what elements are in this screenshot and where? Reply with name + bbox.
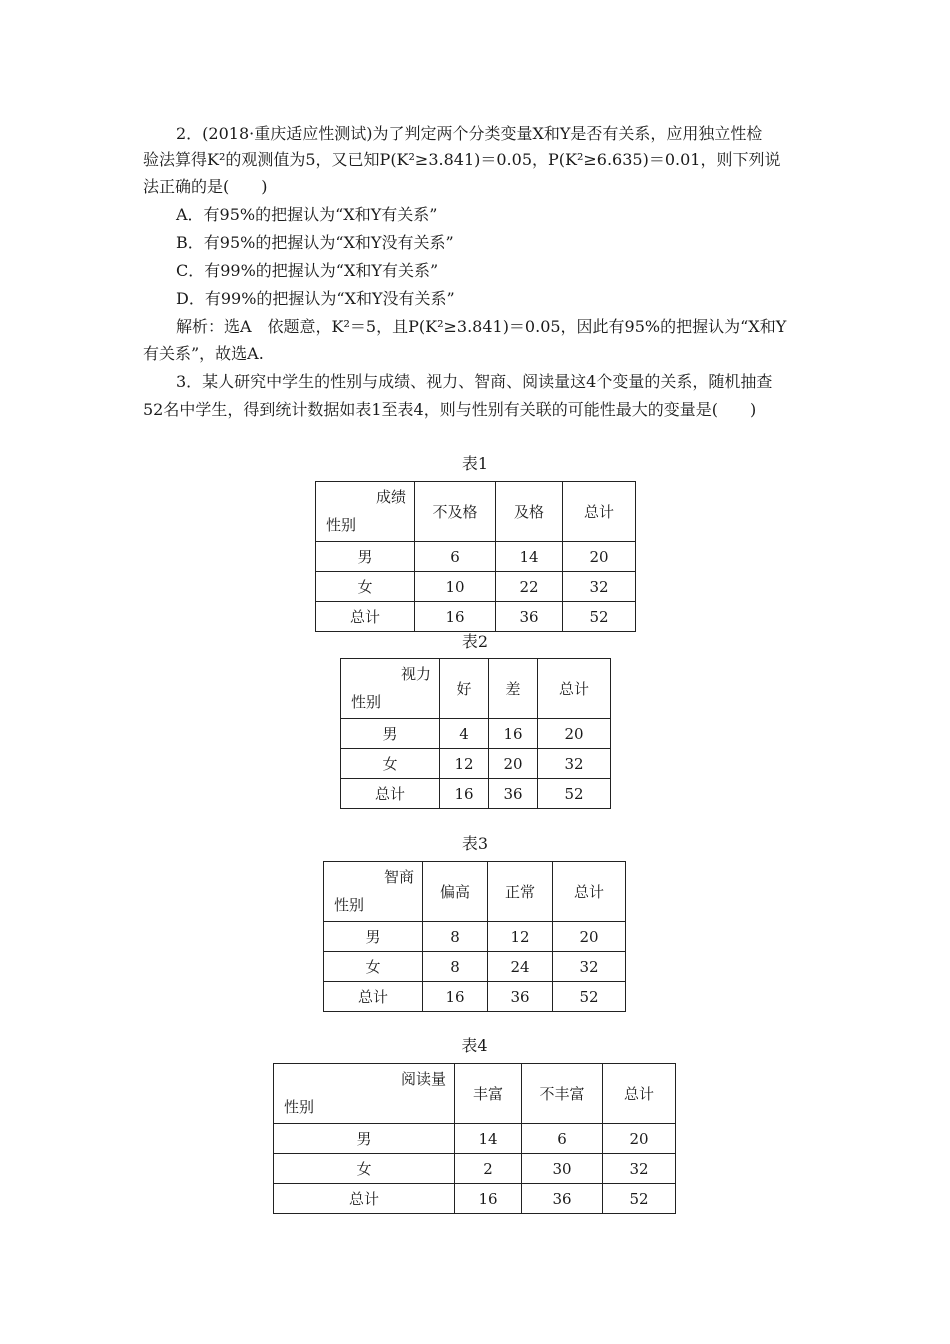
table-4-cell: 20 bbox=[603, 1124, 676, 1154]
table-3-row-label: 总计 bbox=[324, 982, 423, 1012]
table-3-cell: 36 bbox=[488, 982, 553, 1012]
table-3-corner-top: 智商 bbox=[383, 868, 414, 886]
table-1-header: 不及格 bbox=[415, 482, 496, 542]
table-4 bbox=[273, 1063, 676, 1214]
table-2-corner bbox=[341, 659, 440, 719]
table-2-cell: 16 bbox=[489, 719, 538, 749]
table-1-caption: 表1 bbox=[461, 454, 489, 473]
q2-option-c: C．有99%的把握认为“X和Y有关系” bbox=[176, 261, 439, 280]
q2-option-a: A．有95%的把握认为“X和Y有关系” bbox=[176, 205, 438, 224]
table-2-header: 差 bbox=[489, 659, 538, 719]
table-3-corner bbox=[324, 862, 423, 922]
table-2-corner-bottom: 性别 bbox=[351, 693, 382, 711]
table-2-row-label: 男 bbox=[341, 719, 440, 749]
table-3-cell: 8 bbox=[423, 952, 488, 982]
table-2-cell: 36 bbox=[489, 779, 538, 809]
table-2-cell: 12 bbox=[440, 749, 489, 779]
q2-solution-line-1: 解析：选A 依题意，K²＝5，且P(K²≥3.841)＝0.05，因此有95%的把握认为“X和Y bbox=[176, 317, 787, 336]
table-1-cell: 22 bbox=[496, 572, 563, 602]
table-3-cell: 8 bbox=[423, 922, 488, 952]
table-4-header: 不丰富 bbox=[522, 1064, 603, 1124]
table-1-cell: 20 bbox=[563, 542, 636, 572]
table-4-cell: 52 bbox=[603, 1184, 676, 1214]
table-3-header: 正常 bbox=[488, 862, 553, 922]
table-1-cell: 52 bbox=[563, 602, 636, 632]
table-1-row-label: 总计 bbox=[316, 602, 415, 632]
table-4-cell: 32 bbox=[603, 1154, 676, 1184]
table-2-corner-top: 视力 bbox=[400, 665, 431, 683]
table-2-header: 总计 bbox=[538, 659, 611, 719]
table-4-corner-bottom: 性别 bbox=[284, 1098, 315, 1116]
table-3-cell: 16 bbox=[423, 982, 488, 1012]
table-2-cell: 20 bbox=[538, 719, 611, 749]
table-4-cell: 6 bbox=[522, 1124, 603, 1154]
table-1-corner-top: 成绩 bbox=[375, 488, 406, 506]
table-3-row-label: 男 bbox=[324, 922, 423, 952]
table-2-cell: 4 bbox=[440, 719, 489, 749]
table-1-cell: 6 bbox=[415, 542, 496, 572]
table-3-cell: 20 bbox=[553, 922, 626, 952]
table-2-cell: 52 bbox=[538, 779, 611, 809]
table-1-header: 总计 bbox=[563, 482, 636, 542]
table-2-cell: 16 bbox=[440, 779, 489, 809]
table-4-cell: 36 bbox=[522, 1184, 603, 1214]
table-4-row-label: 男 bbox=[274, 1124, 455, 1154]
table-4-corner bbox=[274, 1064, 455, 1124]
table-3-cell: 24 bbox=[488, 952, 553, 982]
table-4-cell: 2 bbox=[455, 1154, 522, 1184]
table-1-corner-bottom: 性别 bbox=[326, 516, 357, 534]
table-1-cell: 14 bbox=[496, 542, 563, 572]
q2-solution-line-2: 有关系”，故选A. bbox=[143, 344, 264, 363]
table-4-cell: 30 bbox=[522, 1154, 603, 1184]
q3-stem-line-2: 52名中学生，得到统计数据如表1至表4，则与性别有关联的可能性最大的变量是( ) bbox=[143, 400, 757, 419]
table-1 bbox=[315, 481, 636, 632]
table-4-header: 总计 bbox=[603, 1064, 676, 1124]
q2-stem-line-1: 2．(2018·重庆适应性测试)为了判定两个分类变量X和Y是否有关系，应用独立性检 bbox=[176, 124, 763, 143]
q2-stem-line-2: 验法算得K²的观测值为5，又已知P(K²≥3.841)＝0.05，P(K²≥6.635)＝0.01，则下列说 bbox=[143, 150, 781, 169]
table-1-cell: 36 bbox=[496, 602, 563, 632]
table-4-row-label: 女 bbox=[274, 1154, 455, 1184]
table-4-header: 丰富 bbox=[455, 1064, 522, 1124]
table-1-corner bbox=[316, 482, 415, 542]
table-3-cell: 12 bbox=[488, 922, 553, 952]
table-1-cell: 10 bbox=[415, 572, 496, 602]
table-4-cell: 16 bbox=[455, 1184, 522, 1214]
q2-option-d: D．有99%的把握认为“X和Y没有关系” bbox=[176, 289, 455, 308]
table-3-header: 偏高 bbox=[423, 862, 488, 922]
table-3-caption: 表3 bbox=[461, 834, 489, 853]
table-4-corner-top: 阅读量 bbox=[400, 1070, 446, 1088]
table-3-header: 总计 bbox=[553, 862, 626, 922]
table-3-cell: 52 bbox=[553, 982, 626, 1012]
table-2-cell: 20 bbox=[489, 749, 538, 779]
table-2-cell: 32 bbox=[538, 749, 611, 779]
table-2 bbox=[340, 658, 611, 809]
table-1-header: 及格 bbox=[496, 482, 563, 542]
table-2-row-label: 总计 bbox=[341, 779, 440, 809]
table-3-row-label: 女 bbox=[324, 952, 423, 982]
table-3 bbox=[323, 861, 626, 1012]
table-4-cell: 14 bbox=[455, 1124, 522, 1154]
q3-stem-line-1: 3．某人研究中学生的性别与成绩、视力、智商、阅读量这4个变量的关系，随机抽查 bbox=[176, 372, 773, 391]
table-3-corner-bottom: 性别 bbox=[334, 896, 365, 914]
table-4-caption: 表4 bbox=[461, 1036, 488, 1055]
table-2-caption: 表2 bbox=[461, 632, 489, 651]
table-1-row-label: 男 bbox=[316, 542, 415, 572]
q2-option-b: B．有95%的把握认为“X和Y没有关系” bbox=[176, 233, 454, 252]
table-2-header: 好 bbox=[440, 659, 489, 719]
table-3-cell: 32 bbox=[553, 952, 626, 982]
table-2-row-label: 女 bbox=[341, 749, 440, 779]
q2-stem-line-3: 法正确的是( ) bbox=[143, 177, 268, 196]
table-1-row-label: 女 bbox=[316, 572, 415, 602]
table-1-cell: 16 bbox=[415, 602, 496, 632]
table-4-row-label: 总计 bbox=[274, 1184, 455, 1214]
table-1-cell: 32 bbox=[563, 572, 636, 602]
